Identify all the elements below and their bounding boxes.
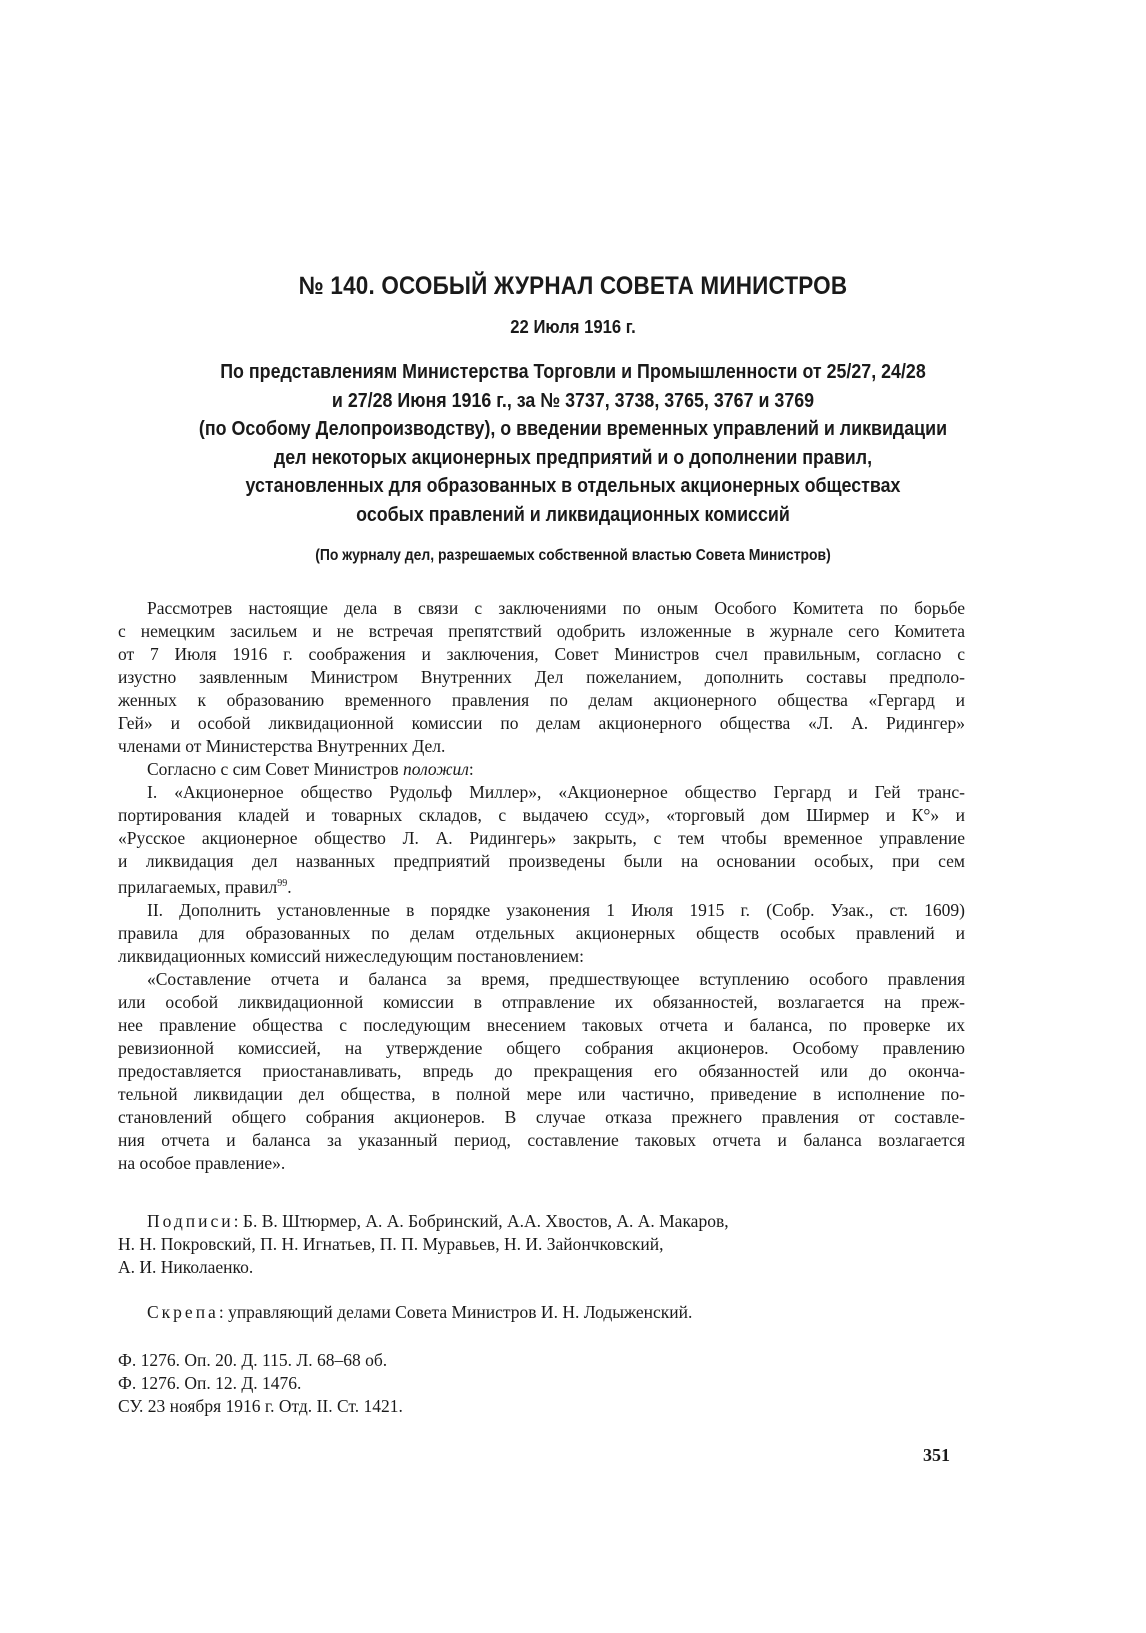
- signatures-line: А. И. Николаенко.: [118, 1257, 254, 1277]
- footnote-ref: 99: [277, 878, 288, 889]
- body-line: с немецким засильем и не встречая препятствий одобрить изложенные в журнале сего Комитета: [118, 621, 965, 641]
- body-line: прилагаемых, правил$^{99}$.: [118, 877, 292, 897]
- body-line: «Русское акционерное общество Л. А. Ридингерь» закрыть, с тем чтобы временное управление: [118, 828, 965, 848]
- body-line: нее правление общества с последующим внесением таковых отчета и баланса, по проверке их: [118, 1015, 965, 1035]
- body-line: тельной ликвидации дел общества, в полной мере или частично, приведение в исполнение по-: [118, 1084, 965, 1104]
- body-line: II. Дополнить установленные в порядке узаконения 1 Июля 1915 г. (Собр. Узак., ст. 1609): [147, 900, 965, 920]
- source-line: СУ. 23 ноября 1916 г. Отд. II. Ст. 1421.: [118, 1396, 403, 1416]
- body-line: правила для образованных по делам отдельных акционерных обществ особых правлений и: [118, 923, 965, 943]
- source-line: Ф. 1276. Оп. 20. Д. 115. Л. 68–68 об.: [118, 1350, 388, 1370]
- subtitle-line: и 27/28 Июня 1916 г., за № 3737, 3738, 3765, 3767 и 3769: [331, 388, 815, 412]
- subtitle-line: По представлениям Министерства Торговли и Промышленности от 25/27, 24/28: [220, 360, 926, 383]
- page-number: 351: [923, 1445, 950, 1465]
- signatures-line: Н. Н. Покровский, П. Н. Игнатьев, П. П. Муравьев, Н. И. Зайончковский,: [118, 1234, 664, 1254]
- counter-signature: Скрепа: управляющий делами Совета Министров И. Н. Лодыженский.: [147, 1302, 693, 1322]
- body-line: изустно заявленным Министром Внутренних Дел пожеланием, дополнить составы предполо-: [118, 667, 965, 687]
- body-line: ревизионной комиссией, на утверждение общего собрания акционеров. Особому правлению: [118, 1038, 965, 1058]
- body-line: ликвидационных комиссий нижеследующим постановлением:: [118, 946, 584, 966]
- body-line: и ликвидация дел названных предприятий произведены были на основании особых, при сем: [118, 851, 965, 871]
- emphasis-resolved: положил: [403, 759, 469, 779]
- document-subtitle: [74, 358, 1071, 529]
- body-line: Рассмотрев настоящие дела в связи с заключениями по оным Особого Комитета по борьбе: [147, 598, 965, 618]
- body-line: от 7 Июля 1916 г. соображения и заключения, Совет Министров счел правильным, согласно с: [118, 644, 965, 664]
- signatures-label: Подписи: [147, 1211, 234, 1231]
- subtitle-line: особых правлений и ликвидационных комиссий: [356, 502, 790, 526]
- signatures-line: Подписи: Б. В. Штюрмер, А. А. Бобринский, А.А. Хвостов, А. А. Макаров,: [147, 1211, 729, 1231]
- document-title: № 140. ОСОБЫЙ ЖУРНАЛ СОВЕТА МИНИСТРОВ: [298, 272, 848, 300]
- journal-note: (По журналу дел, разрешаемых собственной властью Совета Министров): [315, 547, 831, 564]
- body-line: ния отчета и баланса за указанный период, составление таковых отчета и баланса возлагается: [118, 1130, 965, 1150]
- source-line: Ф. 1276. Оп. 12. Д. 1476.: [118, 1373, 302, 1393]
- body-line: Согласно с сим Совет Министров положил:: [147, 759, 474, 779]
- counter-signature-label: Скрепа: [147, 1302, 219, 1322]
- body-line: портирования кладей и товарных складов, с выдачею ссуд», «торговый дом Ширмер и К°» и: [118, 805, 965, 825]
- body-line: на особое правление».: [118, 1153, 286, 1173]
- body-line: I. «Акционерное общество Рудольф Миллер», «Акционерное общество Гергард и Гей транс-: [147, 782, 965, 802]
- body-line: предоставляется приостанавливать, впредь до прекращения его обязанностей или до оконча-: [118, 1061, 965, 1081]
- body-line: становлений общего собрания акционеров. В случае отказа прежнего правления от составле-: [118, 1107, 965, 1127]
- body-line: или особой ликвидационной комиссии в отправление их обязанностей, возлагается на преж-: [118, 992, 965, 1012]
- subtitle-line: дел некоторых акционерных предприятий и о дополнении правил,: [273, 445, 873, 469]
- body-line: «Составление отчета и баланса за время, предшествующее вступлению особого правления: [147, 969, 965, 989]
- subtitle-line: (по Особому Делопроизводству), о введении временных управлений и ликвидации: [198, 417, 948, 440]
- subtitle-line: установленных для образованных в отдельных акционерных обществах: [245, 474, 901, 497]
- document-date: 22 Июля 1916 г.: [510, 316, 636, 337]
- body-line: Гей» и особой ликвидационной комиссии по делам акционерного общества «Л. А. Ридингер»: [118, 713, 965, 733]
- body-line: женных к образованию временного правления по делам акционерного общества «Гергард и: [118, 690, 965, 710]
- body-line: членами от Министерства Внутренних Дел.: [118, 736, 446, 756]
